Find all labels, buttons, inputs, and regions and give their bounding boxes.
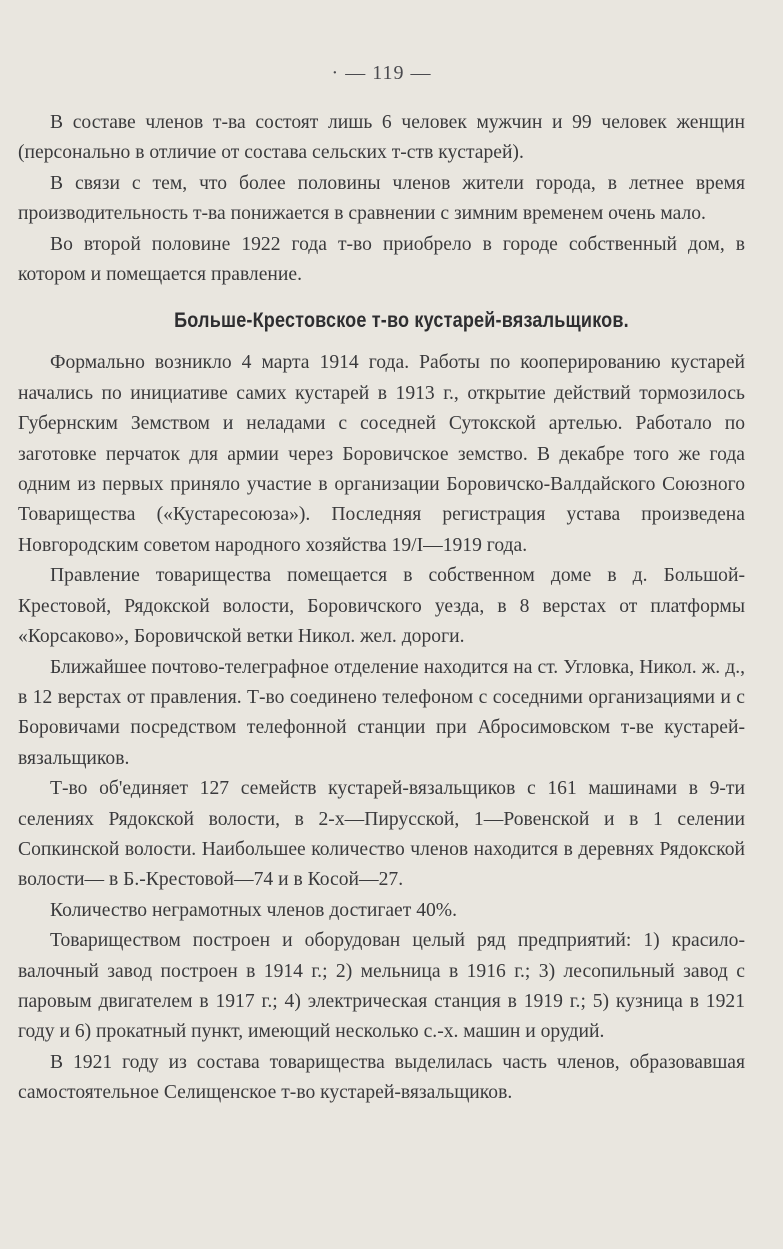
paragraph: Формально возникло 4 марта 1914 года. Работы по кооперированию кустарей начались по инициативе самих кустарей в 1913 г., открытие действий тормозилось Губернским Земством и неладами с соседней Сутокской артелью. Работало по заготовке перчаток для армии через Боровичское земство. В декабре того же года одним из первых приняло участие в организации Боровичско-Валдайского Союзного Товарищества («Кустаресоюза»). Последняя регистрация устава произведена Новгородским советом народного хозяйства 19/I—1919 года. <box>18 352 745 556</box>
paragraph: Количество неграмотных членов достигает 40%. <box>50 899 458 921</box>
paragraph: В составе членов т-ва состоят лишь 6 человек мужчин и 99 человек женщин (персонально в отличие от состава сельских т-ств кустарей). <box>18 112 745 164</box>
section-two-body <box>18 348 745 1108</box>
paragraph: Во второй половине 1922 года т-во приобрело в городе собственный дом, в котором и помещается правление. <box>18 233 745 286</box>
paragraph: Ближайшее почтово-телеграфное отделение находится на ст. Угловка, Никол. ж. д., в 12 верстах от правления. Т-во соединено телефоном с соседними организациями и с Боровичами посредством телефонной станции при Абросимовском т-ве кустарей-вязальщиков. <box>18 656 745 769</box>
paragraph: В связи с тем, что более половины членов жители города, в летнее время производительность т-ва понижается в сравнении с зимним временем очень мало. <box>18 172 745 225</box>
page-number: · — 119 — <box>331 62 432 84</box>
section-one-body <box>18 108 745 290</box>
section-heading: Больше-Крестовское т-во кустарей-вязальщиков. <box>174 309 629 333</box>
paragraph: Товариществом построен и оборудован целый ряд предприятий: 1) красило-валочный завод построен в 1914 г.; 2) мельница в 1916 г.; 3) лесопильный завод с паровым двигателем в 1917 г.; 4) электрическая станция в 1919 г.; 5) кузница в 1921 году и 6) прокатный пункт, имеющий несколько с.-х. машин и орудий. <box>18 930 745 1043</box>
paragraph: Т-во об'единяет 127 семейств кустарей-вязальщиков с 161 машинами в 9-ти селениях Рядокской волости, в 2-х—Пирусской, 1—Ровенской и в 1 селении Сопкинской волости. Наибольшее количество членов находится в деревнях Рядокской волости— в Б.-Крестовой—74 и в Косой—27. <box>18 778 745 891</box>
paragraph: В 1921 году из состава товарищества выделилась часть членов, образовавшая самостоятельное Селищенское т-во кустарей-вязальщиков. <box>18 1051 745 1104</box>
paragraph: Правление товарищества помещается в собственном доме в д. Большой-Крестовой, Рядокской волости, Боровичского уезда, в 8 верстах от платформы «Корсаково», Боровичской ветки Никол. жел. дороги. <box>18 565 745 648</box>
